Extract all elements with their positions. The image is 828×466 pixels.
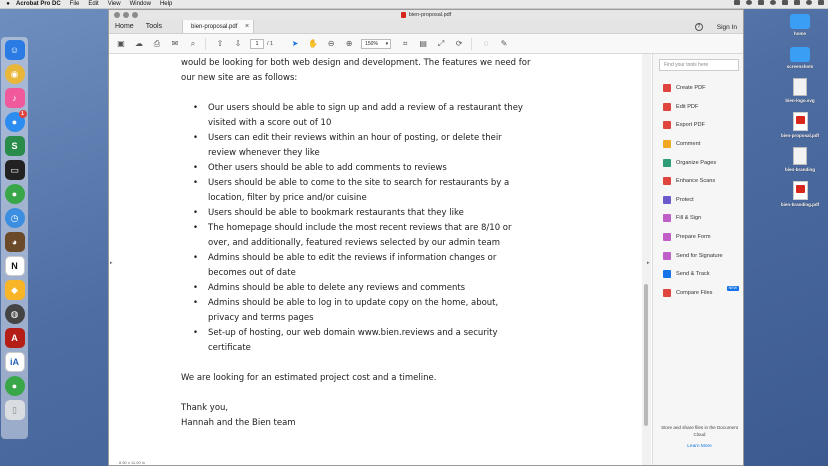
app-icon-green-1[interactable]: ● (5, 184, 25, 204)
comment-icon[interactable]: ◌ (483, 39, 489, 48)
cloud-message: Store and share files in the Document Cloud (661, 425, 738, 437)
list-item: • Set-up of hosting, our web domain www.bien.reviews and a security certificate (181, 326, 531, 356)
tool-create-pdf[interactable]: Create PDF (653, 79, 744, 98)
signoff-line-2: Hannah and the Bien team (181, 418, 296, 428)
zoom-out-icon[interactable]: ⊖ (327, 39, 335, 48)
list-item: • Users can edit their reviews within an hour of posting, or delete their review whenever they like (181, 131, 531, 161)
tab-tools[interactable]: Tools (145, 23, 163, 30)
control-center-icon[interactable] (818, 0, 824, 5)
prepare-form-icon (663, 233, 671, 241)
image-file-icon (793, 147, 807, 165)
desktop-icon-bien-branding[interactable]: bien-branding (776, 147, 824, 173)
page-total: / 1 (267, 40, 274, 47)
tool-protect[interactable]: Protect (653, 191, 744, 210)
finder-icon[interactable]: ☺ (5, 40, 25, 60)
organize-pages-icon (663, 159, 671, 167)
help-icon[interactable]: ? (695, 23, 703, 31)
select-cursor-icon[interactable]: ➤ (291, 39, 299, 48)
desktop-icon-bien-logo[interactable]: bien-logo.svg (776, 78, 824, 104)
crop-icon[interactable]: ⌗ (402, 38, 408, 48)
tool-comment[interactable]: Comment (653, 135, 744, 154)
next-page-icon[interactable]: ⇩ (234, 39, 242, 48)
search-icon[interactable] (806, 0, 812, 5)
pdf-file-icon (793, 181, 808, 200)
enhance-scans-icon (663, 177, 671, 185)
full-screen-icon[interactable]: ⤢ (437, 38, 445, 48)
page-size-label: 8.50 x 11.00 in (119, 460, 145, 465)
status-icons (734, 0, 824, 5)
menu-view[interactable]: View (107, 0, 121, 7)
tab-document[interactable]: bien-proposal.pdf × (182, 20, 254, 33)
tool-prepare-form[interactable]: Prepare Form (653, 228, 744, 247)
desktop-icon-home[interactable]: home (776, 12, 824, 37)
create-pdf-icon (663, 84, 671, 92)
window-titlebar (109, 10, 743, 20)
collapse-left-panel-icon[interactable]: ▸ (110, 260, 113, 266)
list-item: • Admins should be able to delete any reviews and comments (181, 281, 531, 296)
tool-organize-pages[interactable]: Organize Pages (653, 153, 744, 172)
page-number-input[interactable]: 1 (250, 39, 264, 49)
pdf-icon (401, 12, 406, 18)
battery-icon[interactable] (794, 0, 800, 5)
fit-page-icon[interactable]: ▤ (419, 39, 427, 48)
menu-bar (0, 0, 828, 9)
toolbar-divider (471, 38, 472, 50)
list-item: • Other users should be able to add comments to reviews (181, 161, 531, 176)
image-file-icon (793, 78, 807, 96)
desktop-icons (776, 12, 824, 216)
document-view[interactable] (109, 54, 652, 466)
email-icon[interactable]: ✉ (171, 39, 179, 48)
document-app-icon[interactable]: iA (5, 352, 25, 372)
export-pdf-icon (663, 121, 671, 129)
comment-icon (663, 140, 671, 148)
search-icon[interactable]: ⌕ (190, 38, 196, 48)
messages-icon[interactable]: ● 1 (5, 112, 25, 132)
list-item: • The homepage should include the most recent reviews that are 8/10 or over, and additionally, featured reviews selected by our admin team (181, 221, 531, 251)
hand-tool-icon[interactable]: ✋ (308, 39, 319, 48)
shield-icon (663, 196, 671, 204)
tool-edit-pdf[interactable]: Edit PDF (653, 98, 744, 117)
new-badge: NEW (728, 285, 737, 290)
intro-paragraph: would be looking for both web design and development. The features we need for our new site are as follows: (181, 58, 531, 83)
collapse-right-panel-icon[interactable]: ▸ (647, 260, 650, 266)
fill-sign-icon (663, 214, 671, 222)
list-item: • Users should be able to come to the site to search for restaurants by a location, filter by price and/or cuisine (181, 176, 531, 206)
toolbar-divider (205, 38, 206, 50)
edit-pdf-icon (663, 103, 671, 111)
close-window-button[interactable] (114, 12, 120, 18)
zoom-select[interactable]: 150% ▾ (361, 39, 391, 49)
pdf-file-icon (793, 112, 808, 131)
menu-file[interactable]: File (69, 0, 80, 7)
print-icon[interactable]: ⎙ (153, 38, 161, 48)
status-icon-4[interactable] (770, 0, 776, 5)
signoff-line-1: Thank you, (181, 403, 229, 413)
tool-send-for-signature[interactable]: Send for Signature (653, 246, 744, 265)
feature-list (181, 101, 531, 356)
window-controls (114, 12, 138, 18)
dock (1, 37, 28, 439)
tool-export-pdf[interactable]: Export PDF (653, 116, 744, 135)
list-item: • Admins should be able to edit the reviews if information changes or becomes out of date (181, 251, 531, 281)
folder-icon (790, 14, 810, 29)
tools-search-input[interactable]: Find your tools here (659, 59, 739, 71)
wifi-icon[interactable] (782, 0, 788, 5)
closing-paragraph: We are looking for an estimated project cost and a timeline. (181, 373, 437, 383)
menu-app-name[interactable]: Acrobat Pro DC (16, 0, 61, 7)
save-icon[interactable]: ▣ (117, 39, 125, 48)
cyberduck-icon[interactable]: ◕ (5, 232, 25, 252)
acrobat-window (108, 9, 744, 466)
menu-window[interactable]: Window (129, 0, 151, 7)
chrome-icon[interactable]: ◉ (5, 64, 25, 84)
rotate-icon[interactable]: ⟳ (455, 39, 463, 48)
learn-more-link[interactable]: Learn More (687, 444, 712, 449)
tab-bar-right (695, 20, 737, 34)
notification-badge: 1 (19, 110, 27, 118)
document-page (181, 56, 531, 431)
clock-icon[interactable]: ◷ (5, 208, 25, 228)
pen-icon[interactable]: ✎ (500, 39, 508, 48)
window-title: bien-proposal.pdf (401, 10, 452, 20)
tool-send-track[interactable]: Send & Track (653, 265, 744, 284)
status-icon-2[interactable] (746, 0, 752, 5)
document-cloud-promo (653, 424, 744, 449)
tool-compare-files[interactable]: Compare Files NEW (653, 284, 744, 303)
acrobat-icon[interactable]: A (5, 328, 25, 348)
tool-fill-sign[interactable]: Fill & Sign (653, 209, 744, 228)
menu-edit[interactable]: Edit (88, 0, 99, 7)
minimize-window-button[interactable] (123, 12, 129, 18)
desktop-icon-screenshots[interactable]: screenshots (776, 45, 824, 70)
tool-list (653, 79, 744, 302)
close-tab-icon[interactable]: × (244, 23, 250, 30)
list-item: • Our users should be able to sign up and add a review of a restaurant they visited with a score out of 10 (181, 101, 531, 131)
apple-icon[interactable]: ● (6, 0, 10, 7)
photo-app-icon[interactable]: ◍ (5, 304, 25, 324)
list-item: • Admins should be able to log in to update copy on the home, about, privacy and terms pages (181, 296, 531, 326)
desktop-icon-bien-branding-pdf[interactable]: bien-branding.pdf (776, 181, 824, 208)
status-icon-1[interactable] (734, 0, 740, 5)
sketch-icon[interactable]: ◆ (5, 280, 25, 300)
tab-home[interactable]: Home (115, 23, 134, 30)
sign-in-button[interactable]: Sign In (716, 23, 737, 31)
trash-icon[interactable]: ▯ (5, 400, 25, 420)
music-icon[interactable]: ♪ (5, 88, 25, 108)
tool-enhance-scans[interactable]: Enhance Scans (653, 172, 744, 191)
sourcetree-icon[interactable]: S (5, 136, 25, 156)
app-icon-green-2[interactable]: ● (5, 376, 25, 396)
toolbar (109, 34, 743, 54)
compare-files-icon (663, 289, 671, 297)
folder-icon (790, 47, 810, 62)
menu-help[interactable]: Help (159, 0, 173, 7)
notion-icon[interactable]: N (5, 256, 25, 276)
signature-icon (663, 252, 671, 260)
zoom-window-button[interactable] (132, 12, 138, 18)
scrollbar-thumb[interactable] (644, 284, 648, 426)
desktop-icon-bien-proposal[interactable]: bien-proposal.pdf (776, 112, 824, 139)
zoom-in-icon[interactable]: ⊕ (345, 39, 353, 48)
terminal-icon[interactable]: ▭ (5, 160, 25, 180)
send-track-icon (663, 270, 671, 278)
previous-page-icon[interactable]: ⇧ (216, 39, 224, 48)
list-item: • Users should be able to bookmark restaurants that they like (181, 206, 531, 221)
tools-panel (652, 54, 744, 466)
upload-icon[interactable]: ☁ (135, 39, 143, 48)
tab-bar (109, 20, 743, 34)
status-icon-3[interactable] (758, 0, 764, 5)
